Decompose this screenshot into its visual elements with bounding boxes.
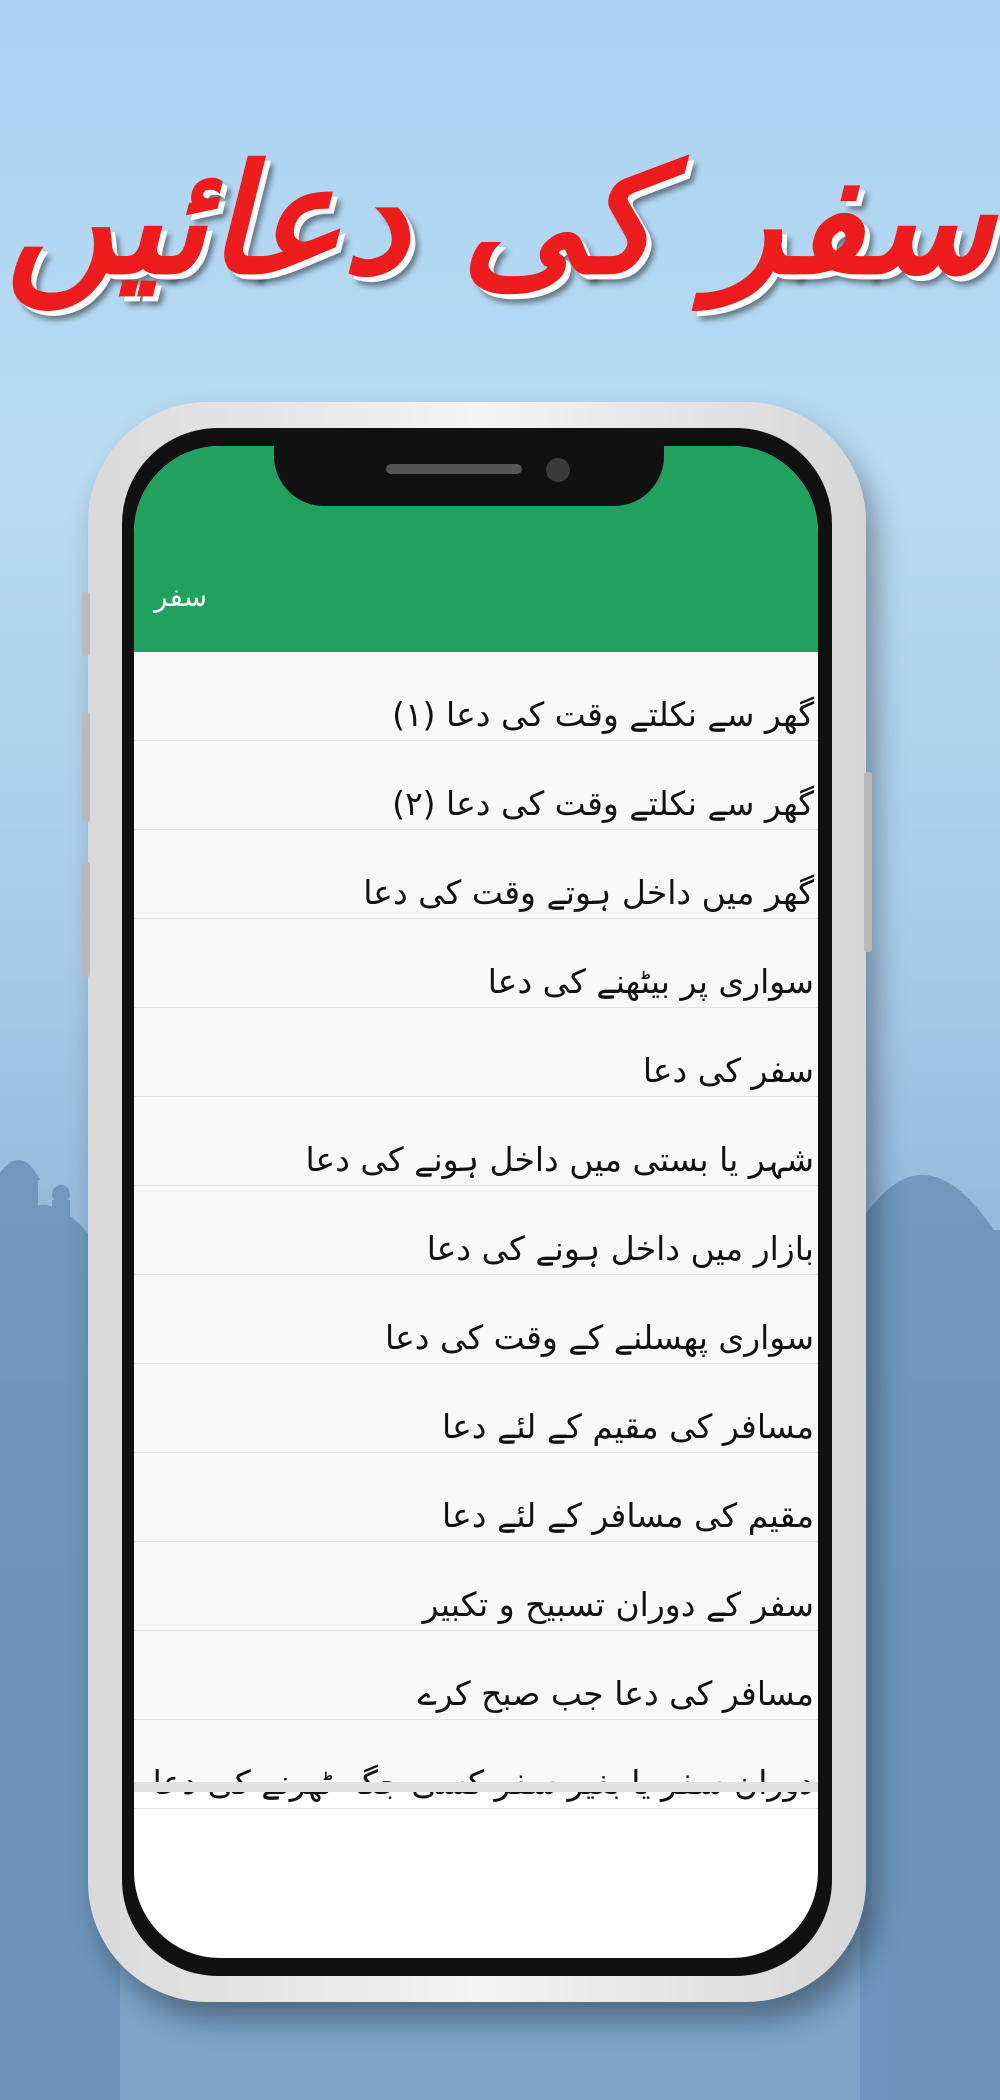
list-item[interactable]	[134, 919, 818, 1008]
list-item[interactable]	[134, 1631, 818, 1720]
phone-bezel	[122, 428, 832, 1976]
list-item-label: سفر کی دعا	[642, 1051, 814, 1090]
list-item[interactable]	[134, 1275, 818, 1364]
list-item-label: سواری پھسلنے کے وقت کی دعا	[385, 1318, 814, 1357]
list-item[interactable]	[134, 1097, 818, 1186]
headline-title: سفر کی دعائیں	[5, 132, 995, 308]
phone-mockup	[88, 402, 866, 2002]
list-item-label: گھر سے نکلتے وقت کی دعا (۱)	[392, 695, 814, 734]
list-item[interactable]	[134, 1008, 818, 1097]
dua-list[interactable]	[134, 652, 818, 1782]
list-divider	[134, 1782, 818, 1792]
phone-power-button	[864, 772, 872, 952]
list-item[interactable]	[134, 652, 818, 741]
list-item-label: سفر کے دوران تسبیح و تکبیر	[422, 1585, 814, 1624]
list-item-label: شہر یا بستی میں داخل ہونے کی دعا	[305, 1140, 814, 1179]
list-item-label: مقیم کی مسافر کے لئے دعا	[442, 1496, 814, 1535]
phone-volume-up-button	[82, 712, 90, 822]
list-item-label: سواری پر بیٹھنے کی دعا	[487, 962, 814, 1001]
list-item[interactable]	[134, 741, 818, 830]
list-item-label: گھر سے نکلتے وقت کی دعا (۲)	[392, 784, 814, 823]
phone-volume-down-button	[82, 862, 90, 977]
list-item-label: مسافر کی دعا جب صبح کرے	[417, 1674, 814, 1713]
list-item-label: گھر میں داخل ہوتے وقت کی دعا	[363, 873, 814, 912]
list-item[interactable]	[134, 1542, 818, 1631]
list-item-label: مسافر کی مقیم کے لئے دعا	[442, 1407, 814, 1446]
speaker-grille	[386, 464, 522, 474]
list-item[interactable]	[134, 1364, 818, 1453]
toolbar-title: سفر	[154, 580, 208, 613]
list-item[interactable]	[134, 1186, 818, 1275]
phone-screen	[134, 446, 818, 1958]
phone-side-button	[82, 592, 90, 656]
camera-icon	[546, 458, 570, 482]
list-item-label: بازار میں داخل ہونے کی دعا	[426, 1229, 814, 1268]
list-item[interactable]	[134, 1453, 818, 1542]
list-item[interactable]	[134, 830, 818, 919]
list-item[interactable]	[134, 1720, 818, 1809]
phone-notch	[274, 446, 664, 506]
